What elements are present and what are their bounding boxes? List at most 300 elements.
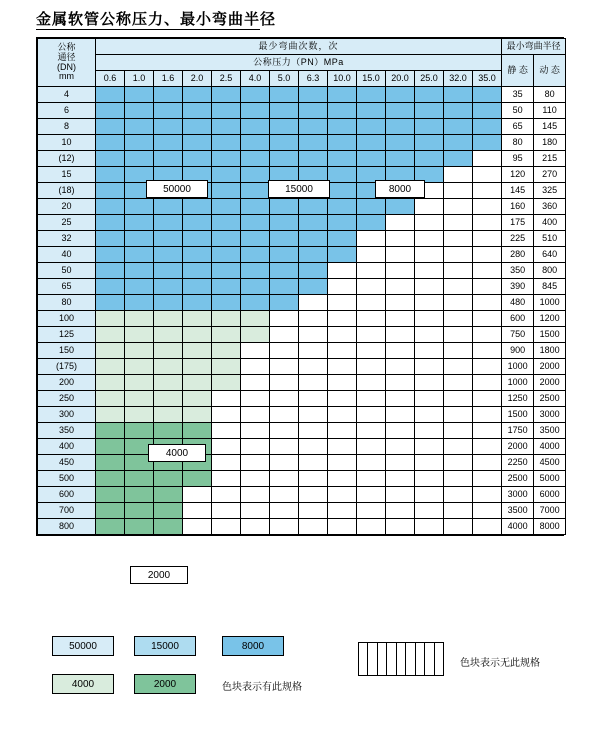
pn-cell — [154, 279, 183, 295]
dn-cell: (12) — [38, 151, 96, 167]
pn-cell — [154, 471, 183, 487]
pn-cell — [299, 311, 328, 327]
dynamic-radius-cell: 1200 — [534, 311, 566, 327]
pn-cell — [328, 455, 357, 471]
pn-cell — [473, 487, 502, 503]
pn-cell — [473, 247, 502, 263]
pn-cell — [96, 247, 125, 263]
pn-cell — [473, 503, 502, 519]
pn-cell — [386, 519, 415, 535]
pn-cell — [183, 103, 212, 119]
pn-cell — [241, 215, 270, 231]
callout-50000: 50000 — [146, 180, 208, 198]
dn-header-cell — [38, 39, 96, 87]
pn-cell — [241, 503, 270, 519]
pn-cell — [328, 311, 357, 327]
pn-cell — [183, 503, 212, 519]
table-body — [38, 87, 566, 535]
pn-cell — [473, 375, 502, 391]
pn-cell — [270, 215, 299, 231]
pn-cell — [328, 375, 357, 391]
pn-cell — [96, 199, 125, 215]
pn-cell — [212, 215, 241, 231]
pn-cell — [96, 295, 125, 311]
pn-cell — [299, 119, 328, 135]
pn-cell — [212, 263, 241, 279]
pn-cell — [154, 199, 183, 215]
static-radius-cell: 600 — [502, 311, 534, 327]
table-row — [38, 327, 566, 343]
pn-cell — [96, 151, 125, 167]
pn-cell — [386, 119, 415, 135]
pn-cell — [154, 423, 183, 439]
pn-cell — [270, 503, 299, 519]
pn-cell — [357, 199, 386, 215]
pn-cell — [299, 519, 328, 535]
pn-cell — [96, 215, 125, 231]
pn-cell — [125, 151, 154, 167]
pn-cell — [444, 263, 473, 279]
pn-cell — [96, 183, 125, 199]
static-radius-cell: 3500 — [502, 503, 534, 519]
pn-cell — [154, 311, 183, 327]
pn-cell — [241, 231, 270, 247]
hatch-stripes — [359, 643, 443, 675]
pn-cell — [241, 199, 270, 215]
pn-cell — [299, 279, 328, 295]
static-radius-cell: 225 — [502, 231, 534, 247]
pn-cell — [183, 199, 212, 215]
pn-cell — [299, 375, 328, 391]
pn-cell — [125, 279, 154, 295]
pn-header-5.0: 5.0 — [270, 71, 299, 87]
pn-cell — [125, 423, 154, 439]
pn-cell — [270, 119, 299, 135]
static-radius-cell: 1500 — [502, 407, 534, 423]
pn-cell — [473, 103, 502, 119]
pn-cell — [386, 359, 415, 375]
pn-cell — [154, 391, 183, 407]
pn-cell — [328, 359, 357, 375]
pn-header-2.0: 2.0 — [183, 71, 212, 87]
pn-cell — [328, 135, 357, 151]
static-radius-header: 静 态 — [502, 55, 534, 87]
pn-cell — [299, 263, 328, 279]
dynamic-radius-cell: 2000 — [534, 359, 566, 375]
pn-cell — [473, 439, 502, 455]
pn-cell — [299, 471, 328, 487]
pn-cell — [357, 439, 386, 455]
legend — [36, 636, 564, 716]
dn-cell: 800 — [38, 519, 96, 535]
pn-header: 公称压力（PN）MPa — [96, 55, 502, 71]
pn-cell — [241, 263, 270, 279]
pn-cell — [96, 359, 125, 375]
pn-cell — [386, 295, 415, 311]
static-radius-cell: 3000 — [502, 487, 534, 503]
dn-cell: 100 — [38, 311, 96, 327]
pn-cell — [444, 471, 473, 487]
pn-cell — [357, 359, 386, 375]
pn-cell — [270, 311, 299, 327]
pn-cell — [473, 183, 502, 199]
pn-cell — [183, 471, 212, 487]
pn-cell — [96, 311, 125, 327]
dynamic-radius-cell: 80 — [534, 87, 566, 103]
pn-cell — [473, 407, 502, 423]
pn-cell — [154, 87, 183, 103]
dynamic-radius-cell: 1500 — [534, 327, 566, 343]
table-row — [38, 487, 566, 503]
static-radius-cell: 2500 — [502, 471, 534, 487]
pn-cell — [386, 407, 415, 423]
static-radius-cell: 480 — [502, 295, 534, 311]
pn-cell — [415, 439, 444, 455]
pn-cell — [125, 263, 154, 279]
dynamic-radius-cell: 1800 — [534, 343, 566, 359]
dynamic-radius-cell: 8000 — [534, 519, 566, 535]
pn-cell — [183, 135, 212, 151]
callout-2000: 2000 — [130, 566, 188, 584]
pn-cell — [96, 231, 125, 247]
pn-cell — [473, 471, 502, 487]
pn-cell — [154, 519, 183, 535]
pn-cell — [415, 455, 444, 471]
pn-cell — [444, 183, 473, 199]
pn-cell — [125, 87, 154, 103]
dn-header-line-1: 公称 — [57, 41, 76, 52]
pn-cell — [241, 135, 270, 151]
pn-cell — [328, 487, 357, 503]
pn-cell — [328, 327, 357, 343]
pn-cell — [241, 183, 270, 199]
pn-cell — [183, 327, 212, 343]
pn-cell — [444, 151, 473, 167]
pn-cell — [357, 375, 386, 391]
pn-cell — [299, 135, 328, 151]
pn-cell — [125, 407, 154, 423]
pn-cell — [328, 119, 357, 135]
pn-cell — [270, 263, 299, 279]
pn-cell — [154, 327, 183, 343]
pn-cell — [299, 503, 328, 519]
callout-8000: 8000 — [375, 180, 425, 198]
pn-cell — [357, 503, 386, 519]
pn-cell — [183, 375, 212, 391]
pn-cell — [125, 103, 154, 119]
pn-cell — [473, 311, 502, 327]
dynamic-radius-cell: 2500 — [534, 391, 566, 407]
pn-cell — [357, 487, 386, 503]
dn-cell: 80 — [38, 295, 96, 311]
pn-cell — [357, 215, 386, 231]
table-row — [38, 247, 566, 263]
pn-cell — [183, 151, 212, 167]
pn-cell — [125, 471, 154, 487]
pn-cell — [125, 519, 154, 535]
legend-swatch-50000: 50000 — [52, 636, 114, 656]
pn-cell — [183, 487, 212, 503]
pn-cell — [444, 519, 473, 535]
static-radius-cell: 1000 — [502, 375, 534, 391]
dynamic-radius-cell: 270 — [534, 167, 566, 183]
pn-cell — [415, 311, 444, 327]
dn-cell: 200 — [38, 375, 96, 391]
pn-cell — [270, 423, 299, 439]
legend-color-note: 色块表示有此规格 — [222, 682, 302, 693]
dynamic-radius-cell: 325 — [534, 183, 566, 199]
static-radius-cell: 95 — [502, 151, 534, 167]
pn-cell — [328, 343, 357, 359]
table-row — [38, 519, 566, 535]
pn-cell — [415, 407, 444, 423]
pn-cell — [299, 327, 328, 343]
pn-header-4.0: 4.0 — [241, 71, 270, 87]
pn-cell — [328, 247, 357, 263]
pn-cell — [96, 119, 125, 135]
pn-cell — [444, 423, 473, 439]
dn-cell: 125 — [38, 327, 96, 343]
pn-cell — [154, 487, 183, 503]
pn-cell — [444, 391, 473, 407]
pn-cell — [241, 455, 270, 471]
pn-header-15.0: 15.0 — [357, 71, 386, 87]
pn-cell — [125, 135, 154, 151]
pn-cell — [328, 199, 357, 215]
pn-cell — [415, 343, 444, 359]
pn-cell — [154, 359, 183, 375]
pn-cell — [125, 327, 154, 343]
pn-cell — [299, 391, 328, 407]
pn-cell — [357, 87, 386, 103]
dynamic-radius-cell: 110 — [534, 103, 566, 119]
pn-cell — [212, 407, 241, 423]
pn-cell — [357, 231, 386, 247]
pn-cell — [386, 439, 415, 455]
pn-cell — [357, 311, 386, 327]
dynamic-radius-cell: 510 — [534, 231, 566, 247]
dynamic-radius-cell: 1000 — [534, 295, 566, 311]
pn-cell — [212, 471, 241, 487]
pn-cell — [415, 279, 444, 295]
pn-cell — [212, 167, 241, 183]
dynamic-radius-cell: 4000 — [534, 439, 566, 455]
pn-cell — [473, 119, 502, 135]
pn-cell — [415, 199, 444, 215]
static-radius-cell: 1750 — [502, 423, 534, 439]
pn-cell — [212, 231, 241, 247]
pn-cell — [125, 247, 154, 263]
pn-cell — [415, 231, 444, 247]
pn-cell — [386, 375, 415, 391]
dn-cell: 40 — [38, 247, 96, 263]
pn-cell — [212, 423, 241, 439]
dn-cell: (175) — [38, 359, 96, 375]
pn-cell — [270, 471, 299, 487]
dn-cell: 600 — [38, 487, 96, 503]
pn-cell — [386, 135, 415, 151]
static-radius-cell: 145 — [502, 183, 534, 199]
dn-cell: 350 — [38, 423, 96, 439]
pn-cell — [125, 343, 154, 359]
pn-cell — [183, 87, 212, 103]
pn-cell — [357, 263, 386, 279]
table-row — [38, 423, 566, 439]
pn-cell — [473, 359, 502, 375]
pn-cell — [299, 407, 328, 423]
pn-cell — [444, 279, 473, 295]
table-row — [38, 87, 566, 103]
dn-cell: (18) — [38, 183, 96, 199]
dynamic-radius-cell: 3000 — [534, 407, 566, 423]
static-radius-cell: 750 — [502, 327, 534, 343]
static-radius-cell: 175 — [502, 215, 534, 231]
pn-cell — [96, 135, 125, 151]
pn-cell — [444, 455, 473, 471]
pn-cell — [299, 215, 328, 231]
pn-cell — [125, 311, 154, 327]
dynamic-radius-cell: 800 — [534, 263, 566, 279]
pn-cell — [328, 87, 357, 103]
pn-cell — [328, 407, 357, 423]
dn-cell: 150 — [38, 343, 96, 359]
pn-cell — [357, 135, 386, 151]
pn-cell — [270, 391, 299, 407]
pn-cell — [212, 343, 241, 359]
pn-cell — [270, 375, 299, 391]
pn-header-2.5: 2.5 — [212, 71, 241, 87]
pn-cell — [154, 263, 183, 279]
static-radius-cell: 2000 — [502, 439, 534, 455]
pn-cell — [415, 487, 444, 503]
pn-cell — [183, 279, 212, 295]
pn-cell — [328, 151, 357, 167]
pn-cell — [212, 279, 241, 295]
pn-cell — [444, 359, 473, 375]
dn-cell: 6 — [38, 103, 96, 119]
pn-cell — [473, 423, 502, 439]
dn-cell: 20 — [38, 199, 96, 215]
pn-cell — [125, 375, 154, 391]
pn-cell — [444, 199, 473, 215]
pn-cell — [357, 423, 386, 439]
pn-cell — [125, 487, 154, 503]
dn-header-line-3: (DN) — [57, 61, 76, 72]
pn-cell — [241, 327, 270, 343]
pn-cell — [183, 215, 212, 231]
pn-cell — [328, 215, 357, 231]
pn-cell — [154, 215, 183, 231]
pn-cell — [299, 295, 328, 311]
pn-cell — [241, 167, 270, 183]
pn-cell — [183, 119, 212, 135]
dynamic-radius-cell: 7000 — [534, 503, 566, 519]
header-row-1 — [38, 39, 566, 55]
dn-header-line-4: mm — [59, 71, 74, 82]
pn-cell — [357, 343, 386, 359]
pn-cell — [212, 487, 241, 503]
dn-cell: 15 — [38, 167, 96, 183]
pn-cell — [386, 199, 415, 215]
pn-cell — [270, 199, 299, 215]
dn-cell: 700 — [38, 503, 96, 519]
pn-header-1.6: 1.6 — [154, 71, 183, 87]
bend-count-header: 最少弯曲次数，次 — [96, 39, 502, 55]
pn-cell — [386, 103, 415, 119]
pn-cell — [212, 311, 241, 327]
pn-cell — [154, 247, 183, 263]
pn-cell — [328, 279, 357, 295]
pn-cell — [183, 295, 212, 311]
dynamic-radius-cell: 215 — [534, 151, 566, 167]
pn-cell — [357, 103, 386, 119]
table-row — [38, 311, 566, 327]
table-row — [38, 503, 566, 519]
pn-cell — [212, 199, 241, 215]
static-radius-cell: 2250 — [502, 455, 534, 471]
pn-cell — [270, 295, 299, 311]
pn-cell — [96, 519, 125, 535]
pn-cell — [386, 247, 415, 263]
pn-cell — [444, 311, 473, 327]
pn-cell — [473, 279, 502, 295]
pn-cell — [386, 343, 415, 359]
pn-cell — [386, 471, 415, 487]
pn-cell — [444, 247, 473, 263]
pn-cell — [299, 199, 328, 215]
dynamic-radius-cell: 145 — [534, 119, 566, 135]
pn-cell — [357, 391, 386, 407]
page-title: 金属软管公称压力、最小弯曲半径 — [36, 12, 277, 28]
pn-header-6.3: 6.3 — [299, 71, 328, 87]
pn-cell — [241, 87, 270, 103]
pn-cell — [386, 231, 415, 247]
pn-cell — [299, 439, 328, 455]
pn-cell — [473, 295, 502, 311]
pn-header-32.0: 32.0 — [444, 71, 473, 87]
pn-cell — [270, 279, 299, 295]
pn-cell — [96, 487, 125, 503]
pn-cell — [328, 391, 357, 407]
pn-cell — [299, 343, 328, 359]
pn-cell — [415, 215, 444, 231]
header-row-2 — [38, 55, 566, 71]
pn-cell — [444, 503, 473, 519]
pn-cell — [328, 471, 357, 487]
pn-cell — [212, 151, 241, 167]
dynamic-radius-cell: 5000 — [534, 471, 566, 487]
pn-cell — [328, 103, 357, 119]
pn-cell — [415, 359, 444, 375]
pn-cell — [154, 135, 183, 151]
pn-cell — [96, 375, 125, 391]
table-row — [38, 279, 566, 295]
static-radius-cell: 120 — [502, 167, 534, 183]
table-row — [38, 455, 566, 471]
pn-cell — [386, 423, 415, 439]
dn-cell: 300 — [38, 407, 96, 423]
dynamic-radius-cell: 180 — [534, 135, 566, 151]
pn-cell — [96, 87, 125, 103]
pn-cell — [241, 519, 270, 535]
pn-cell — [96, 279, 125, 295]
pn-cell — [212, 135, 241, 151]
table-header — [38, 39, 566, 87]
pn-cell — [415, 151, 444, 167]
pn-cell — [212, 327, 241, 343]
pn-cell — [473, 167, 502, 183]
pn-cell — [125, 391, 154, 407]
